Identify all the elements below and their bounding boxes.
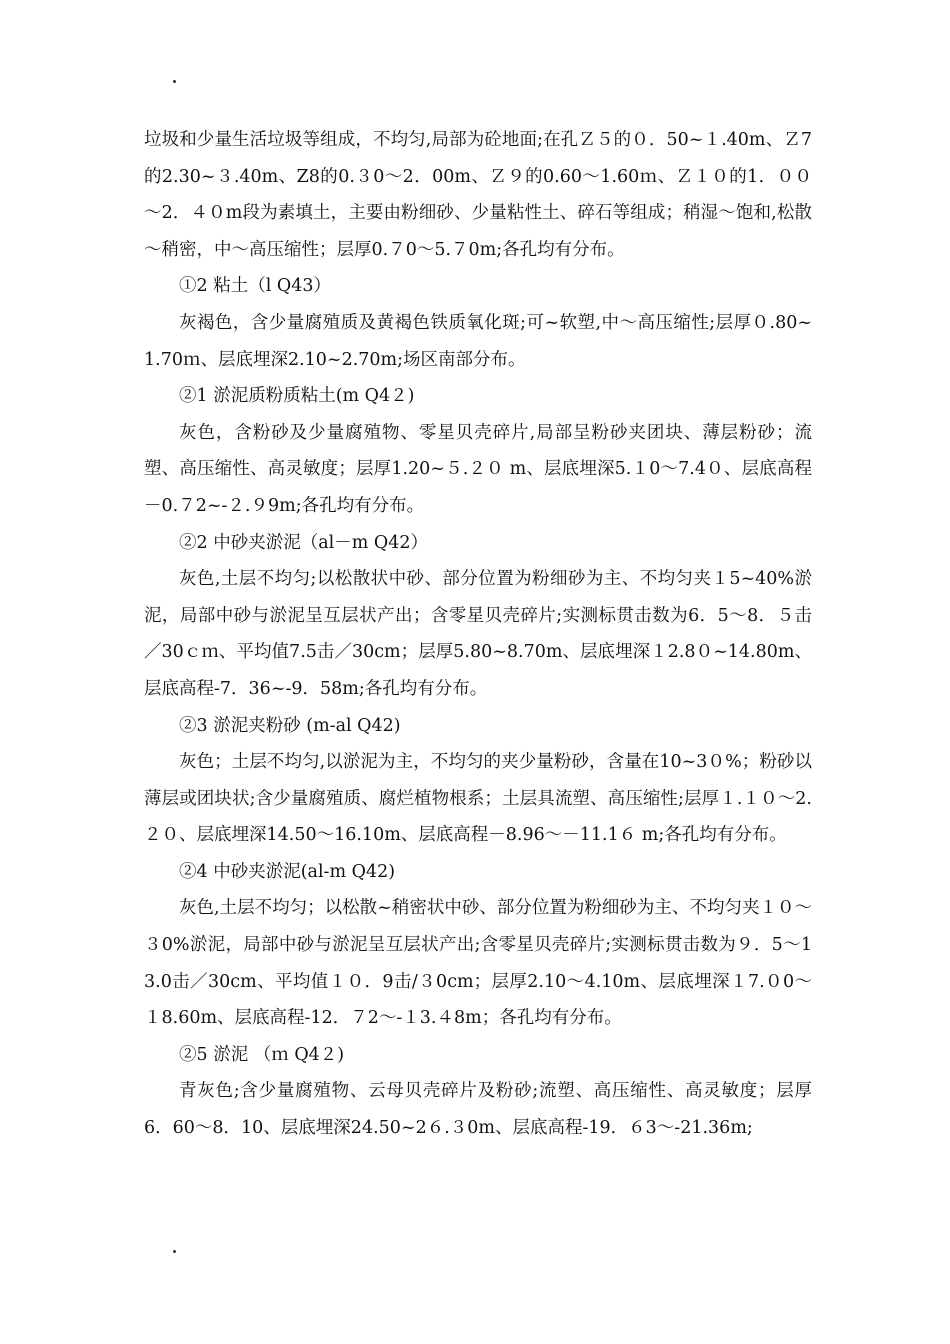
page-marker-dot-bottom [173,1250,176,1253]
document-body [144,122,812,1147]
page-marker-dot-top [173,80,176,83]
paragraph-silt-description: 青灰色;含少量腐殖物、云母贝壳碎片及粉砂;流塑、高压缩性、高灵敏度；层厚6．60～8．10、层底埋深24.50~2６.３0m、层底高程-19．６3～-21.36m; [144,1081,812,1139]
paragraph-silt-with-sand-description: 灰色；土层不均匀,以淤泥为主，不均匀的夹少量粉砂，含量在10~3０%；粉砂以薄层或团块状;含少量腐殖质、腐烂植物根系；土层具流塑、高压缩性;层厚１.１０～2.２０、层底埋深14.50～16.10m、层底高程－8.96～－11.1６ m;各孔均有分布。 [144,752,812,846]
paragraph-medium-sand-2-2-description: 灰色,土层不均匀;以松散状中砂、部分位置为粉细砂为主、不均匀夹１5~40%淤泥，局部中砂与淤泥呈互层状产出；含零星贝壳碎片;实测标贯击数为6．5～8．５击／30ｃｍ、平均值7.5击／30cm；层厚5.80~8.70m、层底埋深１2.8０~14.80m、层底高程-7．36~-9．58m;各孔均有分布。 [144,569,812,699]
paragraph-clay-description: 灰褐色，含少量腐殖质及黄褐色铁质氧化斑;可~软塑,中～高压缩性;层厚０.80~1.70ｍ、层底埋深2.10~2.70m;场区南部分布。 [144,312,812,370]
paragraph-fill-description: 垃圾和少量生活垃圾等组成，不均匀,局部为砼地面;在孔Ｚ５的０．50~１.40m、Ｚ7的2.30~３.40m、Z8的0.３0～2．00m、Ｚ９的0.60～1.60ｍ、Ｚ１０的1．００～2．４０m段为素填土，主要由粉细砂、少量粘性土、碎石等组成；稍湿～饱和,松散～稍密，中～高压缩性；层厚0.７0～5.７0m;各孔均有分布。 [144,130,812,260]
layer-heading-silt: ②5 淤泥 （ｍ Q4２) [179,1044,345,1065]
layer-heading-silty-clay: ②1 淤泥质粉质粘土(m Q4２) [179,386,415,407]
paragraph-medium-sand-2-4-description: 灰色,土层不均匀；以松散~稍密状中砂、部分位置为粉细砂为主、不均匀夹１０～３0%淤泥，局部中砂与淤泥呈互层状产出;含零星贝壳碎片;实测标贯击数为９．5～13.0击／30cm、平均值１０．9击/３0cm；层厚2.10～4.10m、层底埋深１7.０0～１8.60m、层底高程-12．７2～-１3.４8m；各孔均有分布。 [144,898,812,1029]
layer-heading-silt-with-sand: ②3 淤泥夹粉砂 (m-al Q42) [179,715,401,736]
paragraph-silty-clay-description: 灰色，含粉砂及少量腐殖物、零星贝壳碎片,局部呈粉砂夹团块、薄层粉砂；流塑、高压缩性、高灵敏度；层厚1.20~５.２０ m、层底埋深5.１0～7.4０、层底高程－0.７2~-２.９9m;各孔均有分布。 [144,422,812,516]
layer-heading-medium-sand-2-2: ②2 中砂夹淤泥（al－m Q42） [179,532,428,553]
layer-heading-clay: ①2 粘土（l Q43） [179,276,331,297]
layer-heading-medium-sand-2-4: ②4 中砂夹淤泥(al-m Q42) [179,861,396,882]
